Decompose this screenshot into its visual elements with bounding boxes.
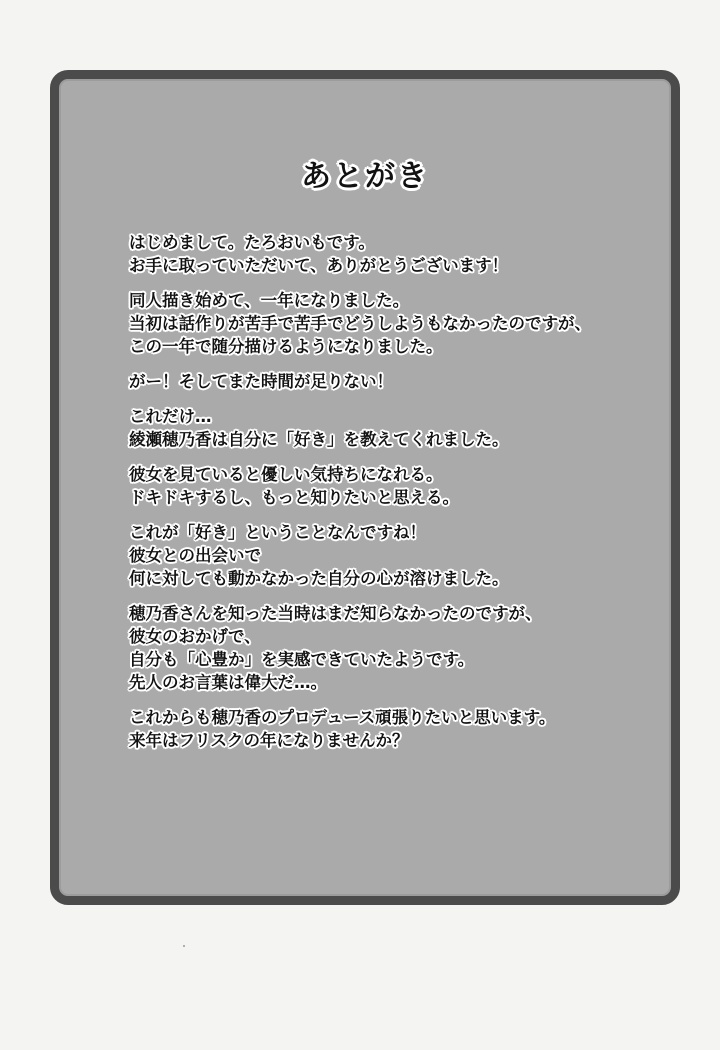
text-line: これが「好き」ということなんですね！ xyxy=(129,523,426,542)
paragraph xyxy=(129,405,659,451)
text-line: 同人描き始めて、一年になりました。 xyxy=(129,291,410,310)
paper-speck xyxy=(183,945,185,947)
text-line: 来年はフリスクの年になりませんか？ xyxy=(129,731,409,750)
text-line: ドキドキするし、もっと知りたいと思える。 xyxy=(129,488,459,507)
text-line: 自分も「心豊か」を実感できていたようです。 xyxy=(129,650,475,669)
paragraph xyxy=(129,706,659,752)
text-line: お手に取っていただいて、ありがとうございます！ xyxy=(129,256,509,275)
text-line: 何に対しても動かなかった自分の心が溶けました。 xyxy=(129,569,509,588)
text-line: この一年で随分描けるようになりました。 xyxy=(129,337,443,356)
text-line: 穂乃香さんを知った当時はまだ知らなかったのですが、 xyxy=(129,604,542,623)
paragraph xyxy=(129,289,659,358)
paragraph xyxy=(129,602,659,694)
text-line: 彼女のおかげで、 xyxy=(129,627,261,646)
text-line: 彼女との出会いで xyxy=(129,546,261,565)
text-line: はじめまして。たろおいもです。 xyxy=(129,233,375,252)
text-line: 先人のお言葉は偉大だ…。 xyxy=(129,673,327,692)
afterword-frame xyxy=(50,70,680,905)
page-title: あとがき xyxy=(301,159,429,194)
text-line: 綾瀬穂乃香は自分に「好き」を教えてくれました。 xyxy=(129,430,509,449)
text-line: 当初は話作りが苦手で苦手でどうしようもなかったのですが、 xyxy=(129,314,591,333)
paragraph xyxy=(129,231,659,277)
paragraph xyxy=(129,463,659,509)
text-line: がー！そしてまた時間が足りない！ xyxy=(129,372,393,391)
paragraph xyxy=(129,521,659,590)
text-line: これからも穂乃香のプロデュース頑張りたいと思います。 xyxy=(129,708,556,727)
afterword-body xyxy=(129,231,659,764)
paragraph xyxy=(129,370,659,393)
text-line: これだけ… xyxy=(129,407,212,426)
text-line: 彼女を見ていると優しい気持ちになれる。 xyxy=(129,465,443,484)
